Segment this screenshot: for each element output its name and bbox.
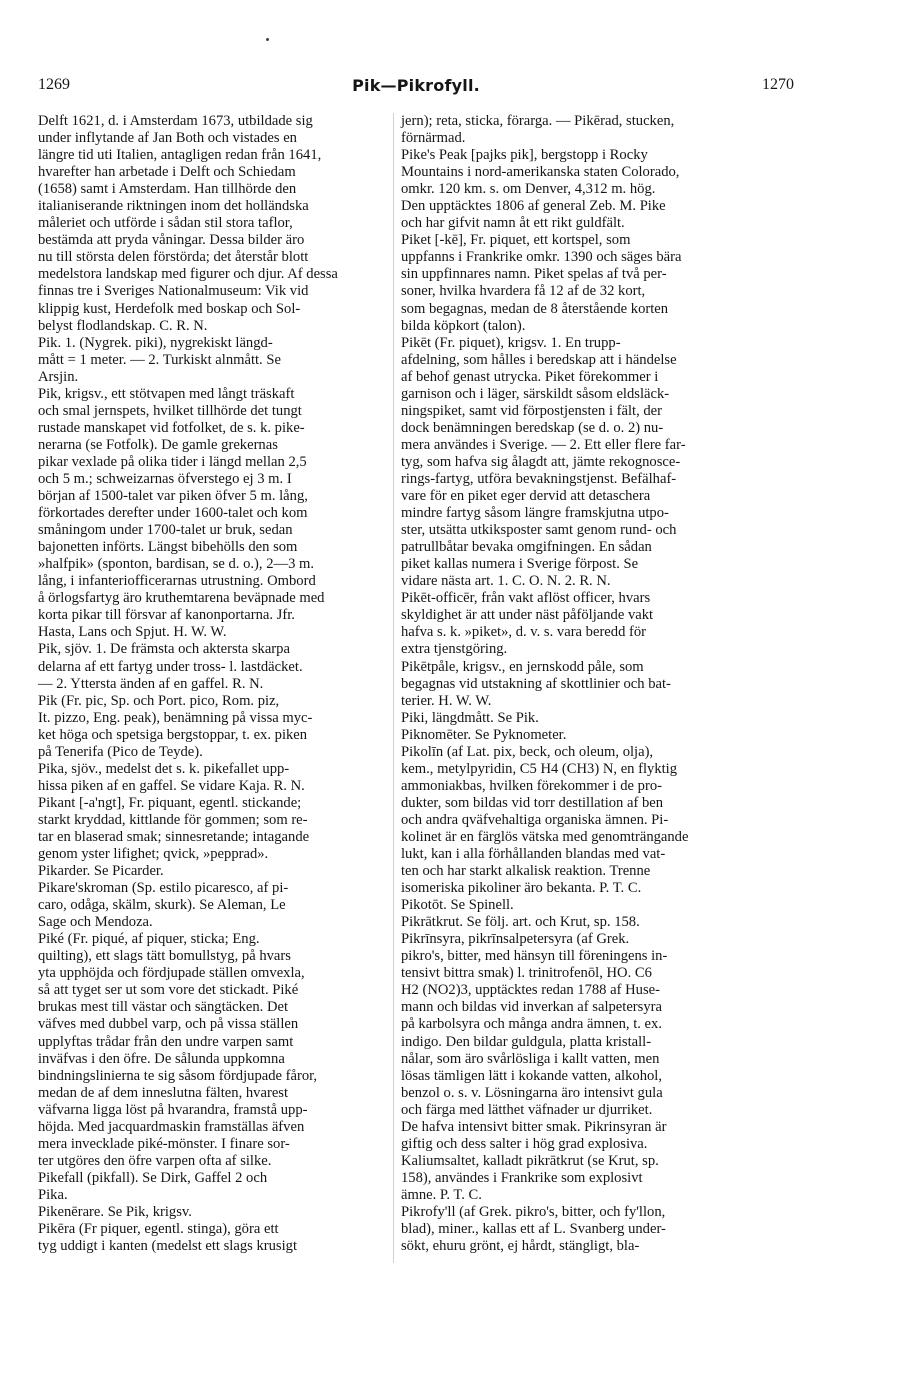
text-line: Pika.	[38, 1186, 68, 1203]
text-line: isomeriska pikoliner äro bekanta. P. T. C.	[401, 880, 642, 897]
text-line: hvarefter han arbetade i Delft och Schiedam	[38, 164, 296, 181]
text-line: höjda. Med jacquardmaskin framställas äfven	[38, 1118, 305, 1135]
text-line: under inflytande af Jan Both och vistades en	[38, 130, 297, 147]
text-line: dukter, som bildas vid torr destillation af ben	[401, 794, 664, 811]
text-line: benzol o. s. v. Lösningarna äro intensivt gula	[401, 1084, 663, 1101]
text-line: Piki, längdmått. Se Pik.	[401, 709, 539, 726]
text-line: kolinet är en färglös vätska med genomträngande	[401, 828, 689, 845]
text-line: bindningslinierna te sig såsom fördjupade fåror,	[38, 1067, 318, 1084]
text-line: delarna af ett fartyg under tross- l. lastdäcket.	[38, 658, 303, 675]
text-line: tensivt bittra smak) l. trinitrofenōl, HO. C6	[401, 965, 652, 982]
text-line: omkr. 120 km. s. om Denver, 4,312 m. hög.	[401, 181, 656, 198]
text-line: Pik (Fr. pic, Sp. och Port. pico, Rom. piz,	[38, 692, 280, 709]
text-line: rings-fartyg, utföra bevakningstjenst. Befälhaf-	[401, 470, 677, 487]
text-line: Pikarder. Se Picarder.	[38, 863, 164, 880]
text-line: Pikrofy'll (af Grek. pikro's, bitter, och fy'llon,	[401, 1204, 666, 1220]
text-line: tyg, som hafva sig ålagdt att, jämte rekognosce-	[401, 453, 681, 470]
text-line: sin uppfinnares namn. Piket spelas af två per-	[401, 266, 667, 283]
text-line: ten och har starkt alkalisk reaktion. Trenne	[401, 863, 651, 880]
text-line: som begagnas, medan de 8 återstående korten	[401, 300, 669, 317]
text-line: ter utgöres den öfre varpen ofta af silke.	[38, 1152, 272, 1169]
text-line: Pika, sjöv., medelst det s. k. pikefallet upp-	[38, 760, 290, 777]
text-line: mann och bildas vid inverkan af salpetersyra	[401, 999, 662, 1016]
text-line: mera användes i Sverige. — 2. Ett eller flere far-	[401, 436, 686, 453]
text-line: pikar vexlade på olika tider i längd mellan 2,5	[38, 453, 307, 470]
text-line: Delft 1621, d. i Amsterdam 1673, utbildade sig	[38, 113, 313, 129]
text-line: klippig kust, Herdefolk med boskap och Sol-	[38, 300, 301, 317]
text-line: indigo. Den bildar guldgula, platta kristall-	[401, 1033, 652, 1050]
text-line: medelstora landskap med figurer och djur. Af dessa	[38, 266, 338, 283]
text-line: dock benämningen beredskap (se d. o. 2) nu-	[401, 419, 664, 436]
text-line: nerarna (se Fotfolk). De gamle grekernas	[38, 436, 278, 453]
text-line: Pikētpåle, krigsv., en jernskodd påle, som	[401, 658, 644, 675]
text-line: småningom under 1700-talet ur bruk, sedan	[38, 522, 293, 539]
text-line: ningspiket, samt vid förpostjensten i fält, der	[401, 402, 663, 419]
text-line: genom yster lifighet; qvick, »pepprad».	[38, 846, 269, 863]
text-line: Pikrīnsyra, pikrīnsalpetersyra (af Grek.	[401, 931, 630, 948]
text-line: lång, i infanteriofficerarnas utrustning. Ombord	[38, 573, 316, 590]
text-line: ammoniakbas, hvilken förekommer i de pro-	[401, 777, 662, 794]
text-line: så att tyget ser ut som vore det stickadt. Piké	[38, 982, 299, 999]
text-line: afdelning, som hålles i beredskap att i händelse	[401, 351, 677, 368]
text-line: rustade manskapet vid fotfolket, de s. k. pike-	[38, 419, 305, 436]
text-line: upplyftas trådar från den undre varpen samt	[38, 1033, 294, 1050]
text-line: mått = 1 meter. — 2. Turkiskt alnmått. Se	[38, 351, 281, 368]
text-line: och färga med lätthet väfnader ur djurriket.	[401, 1101, 653, 1118]
text-line: kem., metylpyridin, C5 H4 (CH3) N, en flyktig	[401, 760, 678, 777]
text-line: Pik, krigsv., ett stötvapen med långt träskaft	[38, 385, 295, 402]
text-line: yta upphöjda och fördjupade ställen omvexla,	[38, 965, 305, 982]
text-line: ster, utsätta utkiksposter samt genom rund- och	[401, 522, 677, 539]
text-line: Den upptäcktes 1806 af general Zeb. M. Pike	[401, 198, 666, 215]
column-divider	[393, 113, 394, 1263]
text-line: vidare nästa art. 1. C. O. N. 2. R. N.	[401, 573, 611, 590]
text-line: på Tenerifa (Pico de Teyde).	[38, 743, 203, 760]
text-line: bajonetten införts. Längst bibehölls den som	[38, 539, 298, 556]
text-line: Pikant [-a'ngt], Fr. piquant, egentl. stickande;	[38, 794, 302, 811]
text-line: jern); reta, sticka, förarga. — Pikērad, stucken,	[401, 113, 675, 129]
text-line: H2 (NO2)3, upptäcktes redan 1788 af Huse-	[401, 982, 660, 999]
text-line: pikro's, bitter, med hänsyn till föreningens in-	[401, 948, 668, 965]
text-line: Pikare'skroman (Sp. estilo picaresco, af pi-	[38, 880, 289, 897]
text-line: vare för en piket eger dervid att detaschera	[401, 488, 651, 505]
text-line: lukt, kan i alla förhållanden blandas med vat-	[401, 846, 666, 863]
text-line: giftig och dess salter i hög grad explosiva.	[401, 1135, 648, 1152]
text-line: Pikēra (Fr piquer, egentl. stinga), göra ett	[38, 1221, 279, 1238]
text-line: Pikrātkrut. Se följ. art. och Krut, sp. 158.	[401, 914, 640, 931]
text-line: mindre fartyg såsom längre framskjutna utpo-	[401, 505, 669, 522]
text-line: 158), användes i Frankrike som explosivt	[401, 1169, 643, 1186]
text-line: Hasta, Lans och Spjut. H. W. W.	[38, 624, 227, 641]
text-line: Pikēt (Fr. piquet), krigsv. 1. En trupp-	[401, 334, 621, 351]
text-line: blad), miner., kallas ett af L. Svanberg under-	[401, 1221, 666, 1238]
text-line: inväfvas i den öfre. De sålunda uppkomna	[38, 1050, 285, 1067]
text-line: (1658) samt i Amsterdam. Han tillhörde den	[38, 181, 297, 198]
text-line: uppfanns i Frankrike omkr. 1390 och säges bära	[401, 249, 682, 266]
text-line: väfvarna ligga löst på hvarandra, framstå upp-	[38, 1101, 308, 1118]
text-line: Arsjin.	[38, 368, 79, 385]
text-line: hafva s. k. »piket», d. v. s. vara beredd för	[401, 624, 647, 641]
text-line: början af 1500-talet var piken öfver 5 m. lång,	[38, 488, 308, 505]
text-line: mera invecklade piké-mönster. I finare sor-	[38, 1135, 290, 1152]
text-line: bilda köpkort (talon).	[401, 317, 526, 334]
page-number-left: 1269	[38, 76, 70, 93]
text-line: begagnas vid utstakning af skottlinier och bat-	[401, 675, 671, 692]
text-line: »halfpik» (sponton, bardisan, se d. o.), 2—3 m.	[38, 556, 315, 573]
page-number-right: 1270	[762, 76, 794, 93]
text-line: Mountains i nord-amerikanska staten Colorado,	[401, 164, 680, 181]
text-line: bestämda att pryda våningar. Dessa bilder äro	[38, 232, 305, 249]
text-line: soner, hvilka hvardera få 12 af de 32 kort,	[401, 283, 646, 300]
text-line: ket höga och spetsiga bergstoppar, t. ex. piken	[38, 726, 308, 743]
stray-ink-dot	[266, 38, 269, 41]
text-line: tar en blaserad smak; sinnesretande; intagande	[38, 828, 310, 845]
text-line: Piket [-kē], Fr. piquet, ett kortspel, som	[401, 232, 631, 249]
right-column	[401, 113, 753, 1255]
text-line: och andra qväfvehaltiga organiska ämnen. Pi-	[401, 811, 669, 828]
text-line: nålar, som äro svårlösliga i kallt vatten, men	[401, 1050, 660, 1067]
text-line: ämne. P. T. C.	[401, 1186, 482, 1203]
text-line: quilting), ett slags tätt bomullstyg, på hvars	[38, 948, 291, 965]
text-line: garnison och i läger, särskildt såsom eldsläck-	[401, 385, 670, 402]
text-line: måleriet och utförde i sådan stil stora taflor,	[38, 215, 293, 232]
text-line: och har gifvit namn åt ett rikt guldfält.	[401, 215, 625, 232]
text-line: Piké (Fr. piqué, af piquer, sticka; Eng.	[38, 931, 260, 948]
text-line: förnärmad.	[401, 130, 466, 147]
text-line: Pikefall (pikfall). Se Dirk, Gaffel 2 och	[38, 1169, 268, 1186]
text-line: medan de af dem inneslutna fälten, hvarest	[38, 1084, 289, 1101]
text-line: — 2. Yttersta änden af en gaffel. R. N.	[38, 675, 264, 692]
text-line: lösas tämligen lätt i kokande vatten, alkohol,	[401, 1067, 663, 1084]
text-line: Pikolīn (af Lat. pix, beck, och oleum, olja),	[401, 743, 654, 760]
text-line: terier. H. W. W.	[401, 692, 492, 709]
text-line: sökt, ehuru grönt, ej hårdt, stängligt, bla-	[401, 1238, 640, 1255]
text-line: extra tjenstgöring.	[401, 641, 508, 658]
text-line: It. pizzo, Eng. peak), benämning på vissa myc-	[38, 709, 313, 726]
text-line: Pik, sjöv. 1. De främsta och aktersta skarpa	[38, 641, 290, 658]
text-line: och smal jernspets, hvilket tillhörde det tungt	[38, 402, 302, 419]
text-line: å örlogsfartyg äro kruthemtarena beväpnade med	[38, 590, 325, 607]
text-line: belyst flodlandskap. C. R. N.	[38, 317, 208, 334]
text-line: väfves med dubbel varp, och på vissa ställen	[38, 1016, 299, 1033]
text-line: Pike's Peak [pajks pik], bergstopp i Rocky	[401, 147, 648, 164]
text-line: Kaliumsaltet, kalladt pikrātkrut (se Krut, sp.	[401, 1152, 659, 1169]
text-line: Pikēt-officēr, från vakt aflöst officer, hvars	[401, 590, 651, 607]
text-line: caro, odåga, skälm, skurk). Se Aleman, Le	[38, 897, 286, 914]
text-line: italianiserande riktningen inom det holländska	[38, 198, 309, 215]
text-line: Sage och Mendoza.	[38, 914, 153, 931]
text-line: af behof genast utrycka. Piket förekommer i	[401, 368, 659, 385]
text-line: och 5 m.; schweizarnas öfverstego ej 3 m. I	[38, 470, 292, 487]
text-line: Pikenērare. Se Pik, krigsv.	[38, 1204, 192, 1220]
text-line: längre tid uti Italien, antagligen redan från 1641,	[38, 147, 322, 164]
text-line: piket kallas numera i Sverige förpost. Se	[401, 556, 639, 573]
text-line: förkortades derefter under 1600-talet och kom	[38, 505, 308, 522]
text-line: hissa piken af en gaffel. Se vidare Kaja. R. N.	[38, 777, 305, 794]
text-line: korta pikar till försvar af kanonportarna. Jfr.	[38, 607, 295, 624]
text-line: Piknomēter. Se Pyknometer.	[401, 726, 567, 743]
text-line: nu till största delen förstörda; det återstår blott	[38, 249, 309, 266]
text-line: tyg uddigt i kanten (medelst ett slags krusigt	[38, 1238, 298, 1255]
text-line: Pikotōt. Se Spinell.	[401, 897, 514, 914]
text-line: finnas tre i Sveriges Nationalmuseum: Vik vid	[38, 283, 309, 300]
text-line: De hafva intensivt bitter smak. Pikrinsyran är	[401, 1118, 667, 1135]
text-line: brukas mest till västar och sängtäcken. Det	[38, 999, 289, 1016]
text-line: patrullbåtar bevaka omgifningen. En sådan	[401, 539, 652, 556]
text-line: skyldighet är att under näst påföljande vakt	[401, 607, 654, 624]
left-column	[38, 113, 386, 1255]
text-line: Pik. 1. (Nygrek. piki), nygrekiskt längd-	[38, 334, 273, 351]
running-title: Pik—Pikrofyll.	[352, 76, 480, 95]
text-line: på karbolsyra och många andra ämnen, t. ex.	[401, 1016, 662, 1033]
page-header	[38, 76, 794, 98]
text-line: starkt kryddad, kittlande för gommen; som re-	[38, 811, 308, 828]
